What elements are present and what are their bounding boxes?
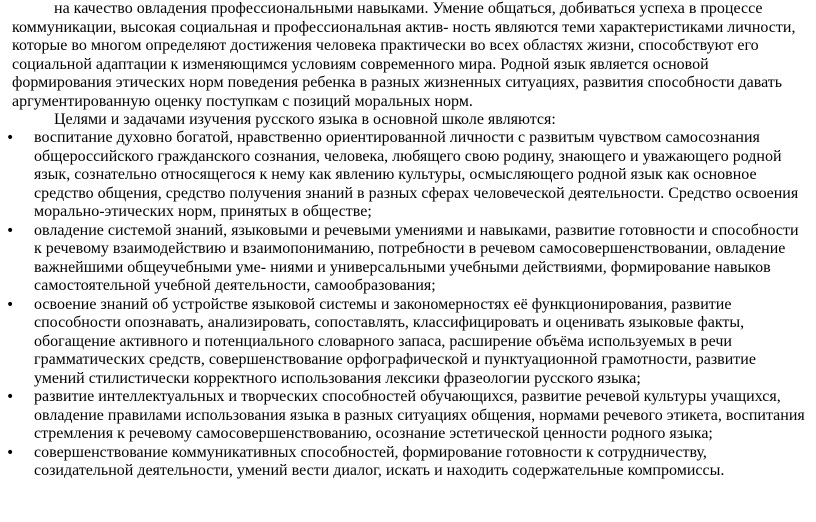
list-item <box>0 296 808 389</box>
list-item <box>0 388 808 444</box>
lead-paragraph: Целями и задачами изучения русского языка в основной школе являются: <box>54 111 556 128</box>
goals-list <box>0 129 816 481</box>
bullet-icon: • <box>6 389 15 405</box>
bullet-icon: • <box>6 296 15 313</box>
bullet-icon: • <box>6 222 15 239</box>
bullet-icon: • <box>6 444 15 461</box>
bullet-icon: • <box>6 130 15 146</box>
list-item <box>0 129 808 222</box>
intro-paragraph: на качество овладения профессиональными навыками. Умение общаться, добиваться успеха в процессе коммуникации, высокая социальная и профессиональная актив- ность являются теми характеристиками личности, которые во многом определяют достижения человека практически во всех областях жизни, способствуют его социальной адаптации к изменяющимся условиям современного мира. Родной язык является основой формирования этических норм поведения ребенка в разных жизненных ситуациях, развития способности давать аргументированную оценку поступкам с позиций моральных норм. <box>12 0 796 110</box>
list-item-text: развитие интеллектуальных и творческих способностей обучающихся, развитие речевой культуры учащихся, овладение правилами использования языка в разных ситуациях общения, нормами речевого этикета, воспитания стремления к речевому самосовершенствованию, осознание эстетической ценности родного языка; <box>34 388 805 442</box>
list-item-text: воспитание духовно богатой, нравственно ориентированной личности с развитым чувством самосознания общероссийского гражданского сознания, человека, любящего свою родину, знающего и уважающего родной язык, сознательно относящегося к нему как явлению культуры, осмысляющего родной язык как основное средство общения, средство получения знаний в разных сферах человеческой деятельности. Средство освоения морально-этических норм, принятых в обществе; <box>34 129 799 220</box>
list-item <box>0 222 808 296</box>
list-item-text: освоение знаний об устройстве языковой системы и закономерностях её функционирования, развитие способности опознавать, анализировать, сопоставлять, классифицировать и оценивать языковые факты, обогащение активного и потенциального словарного запаса, расширение объёма используемых в речи грамматических средств, совершенствование орфографической и пунктуационной грамотности, развитие умений стилистически корректного использования лексики фразеологии русского языка; <box>34 295 756 387</box>
list-item <box>0 444 808 481</box>
list-item-text: совершенствование коммуникативных способностей, формирование готовности к сотрудничеству, созидательной деятельности, умений вести диалог, искать и находить содержательные компромиссы. <box>34 443 725 479</box>
list-item-text: овладение системой знаний, языковыми и речевыми умениями и навыками, развитие готовности и способности к речевому взаимодействию и взаимопониманию, потребности в речевом самосовершенствовании, овладение важнейшими общеучебными уме- ниями и универсальными учебными действиями, формирование навыков самостоятельной учебной деятельности, самообразования; <box>34 221 799 294</box>
